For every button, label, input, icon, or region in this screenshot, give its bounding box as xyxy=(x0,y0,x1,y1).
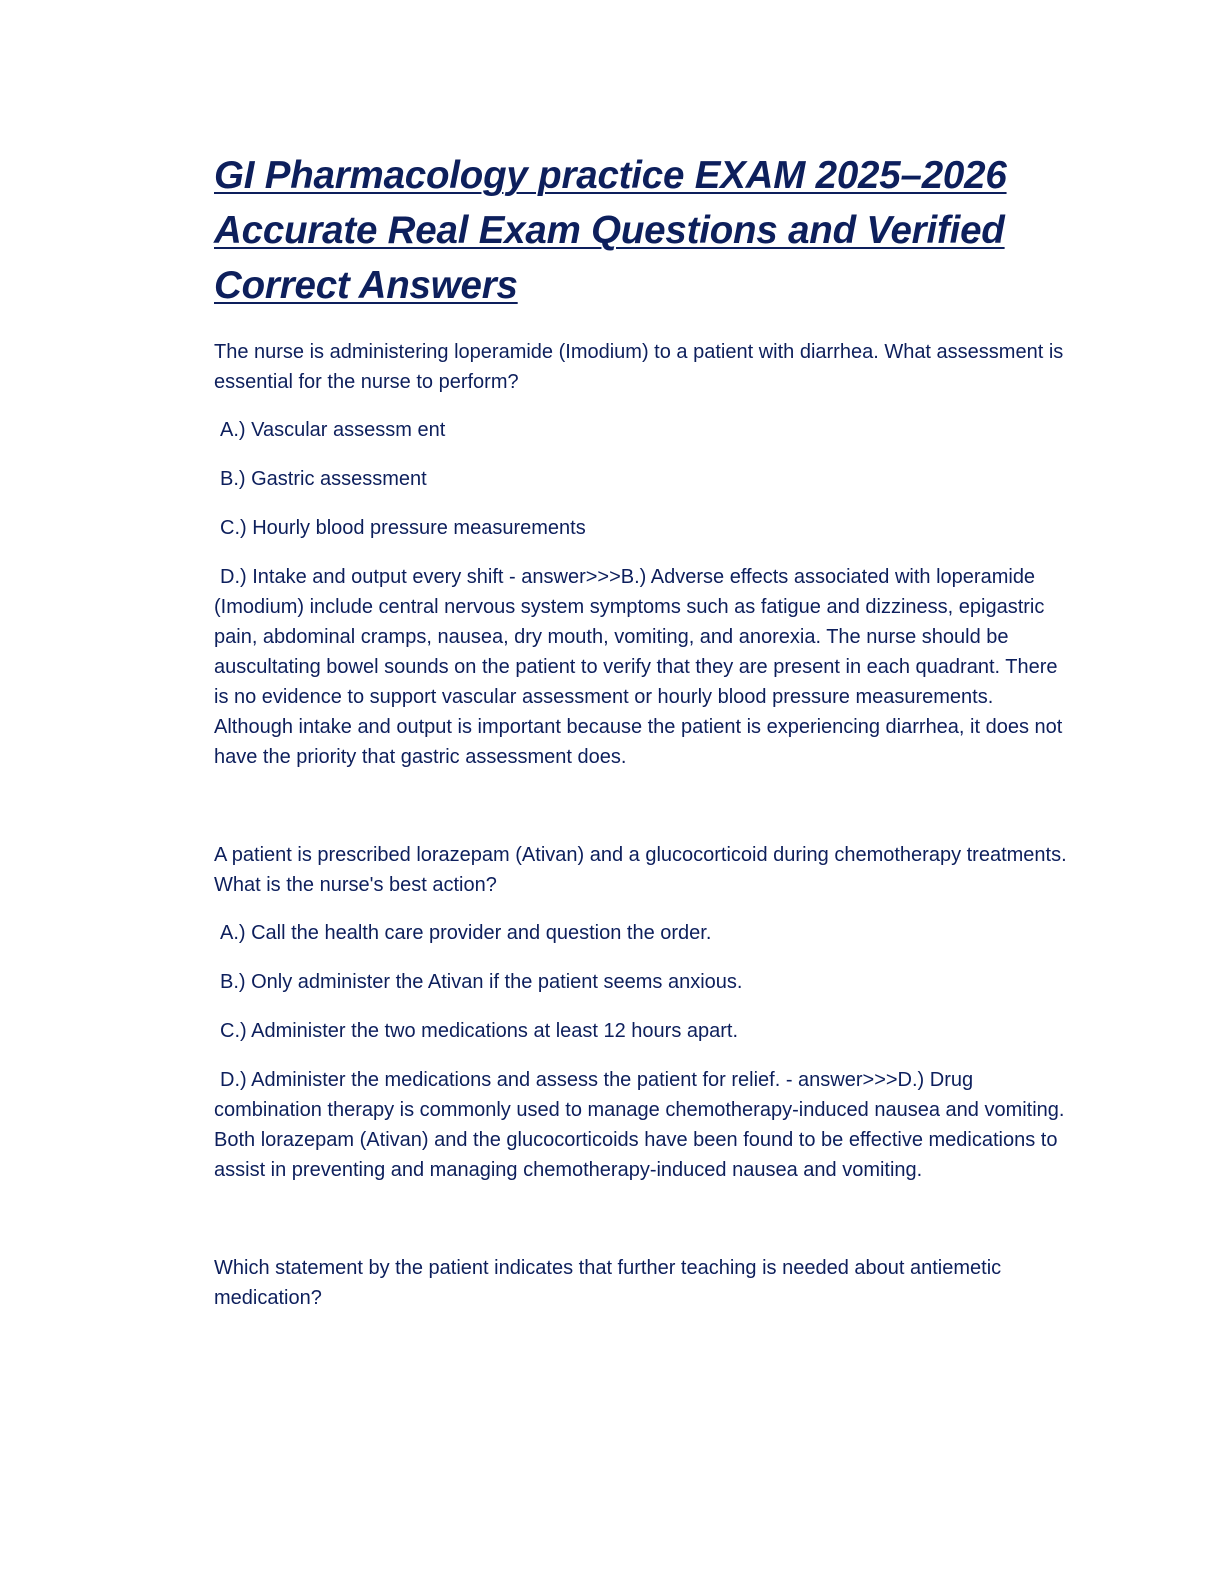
question-block-1 xyxy=(214,337,1074,772)
answer-text: D.) Intake and output every shift - answer>>>B.) Adverse effects associated with loperamide (Imodium) include central nervous system symptoms such as fatigue and dizziness, epigastric pain, abdominal cramps, nausea, dry mouth, vomiting, and anorexia. The nurse should be auscultating bowel sounds on the patient to verify that they are present in each quadrant. There is no evidence to support vascular assessment or hourly blood pressure measurements. Although intake and output is important because the patient is experiencing diarrhea, it does not have the priority that gastric assessment does. xyxy=(214,566,1063,768)
spacer xyxy=(214,772,1074,840)
question-block-2 xyxy=(214,840,1074,1185)
option-c: C.) Hourly blood pressure measurements xyxy=(220,517,586,539)
question-stem: The nurse is administering loperamide (Imodium) to a patient with diarrhea. What assessment is essential for the nurse to perform? xyxy=(214,341,1064,393)
option-c: C.) Administer the two medications at least 12 hours apart. xyxy=(220,1020,739,1042)
title-line-1: GI Pharmacology practice EXAM 2025–2026 xyxy=(214,154,1007,197)
answer-text: D.) Administer the medications and assess the patient for relief. - answer>>>D.) Drug combination therapy is commonly used to manage chemotherapy-induced nausea and vomiting. Both lorazepam (Ativan) and the glucocorticoids have been found to be effective medications to assist in preventing and managing chemotherapy-induced nausea and vomiting. xyxy=(214,1069,1065,1181)
option-a: A.) Vascular assessm ent xyxy=(220,419,446,441)
question-stem: A patient is prescribed lorazepam (Ativan) and a glucocorticoid during chemotherapy treatments. What is the nurse's best action? xyxy=(214,844,1067,896)
title-line-3: Correct Answers xyxy=(214,264,518,307)
option-a: A.) Call the health care provider and question the order. xyxy=(220,922,712,944)
document-page xyxy=(214,148,1074,1331)
question-stem: Which statement by the patient indicates that further teaching is needed about antiemetic medication? xyxy=(214,1257,1002,1309)
option-b: B.) Gastric assessment xyxy=(220,468,427,490)
spacer xyxy=(214,1185,1074,1253)
question-block-3 xyxy=(214,1253,1074,1313)
title-line-2: Accurate Real Exam Questions and Verified xyxy=(214,209,1005,252)
option-b: B.) Only administer the Ativan if the patient seems anxious. xyxy=(220,971,743,993)
document-title xyxy=(214,148,1074,313)
option-d-with-answer xyxy=(214,1065,1074,1185)
option-d-with-answer xyxy=(214,562,1074,772)
